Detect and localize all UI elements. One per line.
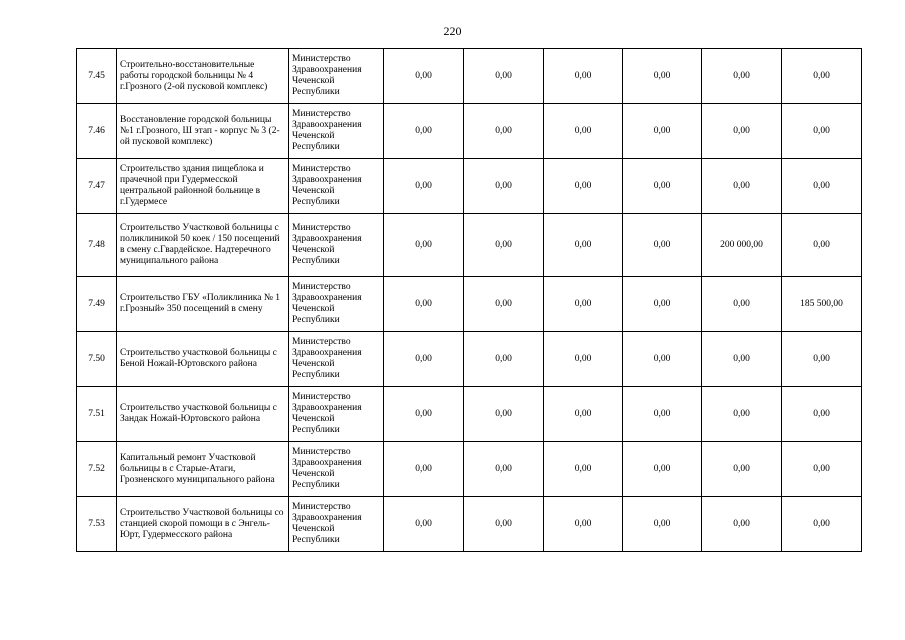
value-cell: 0,00 [464, 214, 544, 277]
value-cell: 0,00 [464, 387, 544, 442]
value-cell: 0,00 [544, 277, 623, 332]
value-cell: 0,00 [782, 159, 862, 214]
project-name: Строительство Участковой больницы с поликлиникой 50 коек / 150 посещений в смену с.Гвардейское. Надтеречного муниципального района [117, 214, 289, 277]
value-cell: 0,00 [782, 332, 862, 387]
row-number: 7.49 [77, 277, 117, 332]
table-row [77, 442, 862, 497]
project-name: Строительно-восстановительные работы городской больницы № 4 г.Грозного (2-ой пусковой комплекс) [117, 49, 289, 104]
table-row [77, 387, 862, 442]
value-cell: 0,00 [464, 332, 544, 387]
value-cell: 0,00 [702, 442, 782, 497]
value-cell: 0,00 [464, 277, 544, 332]
value-cell: 0,00 [464, 104, 544, 159]
value-cell: 0,00 [384, 442, 464, 497]
responsible-ministry: Министерство Здравоохранения Чеченской Республики [289, 49, 384, 104]
table-row [77, 104, 862, 159]
value-cell: 0,00 [623, 104, 702, 159]
project-name: Строительство участковой больницы с Беной Ножай-Юртовского района [117, 332, 289, 387]
value-cell: 0,00 [384, 49, 464, 104]
value-cell: 0,00 [623, 214, 702, 277]
value-cell: 0,00 [384, 104, 464, 159]
row-number: 7.52 [77, 442, 117, 497]
value-cell: 0,00 [782, 49, 862, 104]
value-cell: 0,00 [623, 49, 702, 104]
value-cell: 0,00 [623, 277, 702, 332]
value-cell: 0,00 [623, 159, 702, 214]
value-cell: 0,00 [464, 497, 544, 552]
value-cell: 0,00 [384, 159, 464, 214]
project-name: Строительство здания пищеблока и прачечной при Гудермесской центральной районной больнице в г.Гудермесе [117, 159, 289, 214]
value-cell: 0,00 [464, 442, 544, 497]
value-cell: 0,00 [544, 442, 623, 497]
project-name: Восстановление городской больницы №1 г.Грозного, Ш этап - корпус № 3 (2-ой пусковой комплекс) [117, 104, 289, 159]
row-number: 7.51 [77, 387, 117, 442]
responsible-ministry: Министерство Здравоохранения Чеченской Республики [289, 387, 384, 442]
responsible-ministry: Министерство Здравоохранения Чеченской Республики [289, 214, 384, 277]
row-number: 7.47 [77, 159, 117, 214]
row-number: 7.45 [77, 49, 117, 104]
value-cell: 0,00 [544, 104, 623, 159]
value-cell: 0,00 [623, 497, 702, 552]
value-cell: 0,00 [544, 159, 623, 214]
value-cell: 0,00 [464, 159, 544, 214]
value-cell: 0,00 [544, 332, 623, 387]
value-cell: 0,00 [782, 104, 862, 159]
project-name: Строительство участковой больницы с Зандак Ножай-Юртовского района [117, 387, 289, 442]
value-cell: 0,00 [782, 214, 862, 277]
value-cell: 0,00 [782, 497, 862, 552]
value-cell: 0,00 [544, 497, 623, 552]
value-cell: 0,00 [623, 442, 702, 497]
value-cell: 0,00 [702, 159, 782, 214]
table-row [77, 49, 862, 104]
project-name: Капитальный ремонт Участковой больницы в с Старые-Атаги, Грозненского муниципального района [117, 442, 289, 497]
project-name: Строительство Участковой больницы со станцией скорой помощи в с Энгель-Юрт, Гудермесского района [117, 497, 289, 552]
row-number: 7.46 [77, 104, 117, 159]
table-row [77, 332, 862, 387]
value-cell: 0,00 [702, 104, 782, 159]
value-cell: 0,00 [544, 214, 623, 277]
value-cell: 0,00 [384, 277, 464, 332]
value-cell: 0,00 [702, 49, 782, 104]
value-cell: 185 500,00 [782, 277, 862, 332]
table-row [77, 214, 862, 277]
budget-table [76, 48, 862, 552]
project-name: Строительство ГБУ «Поликлиника № 1 г.Грозный» 350 посещений в смену [117, 277, 289, 332]
responsible-ministry: Министерство Здравоохранения Чеченской Республики [289, 332, 384, 387]
responsible-ministry: Министерство Здравоохранения Чеченской Республики [289, 104, 384, 159]
row-number: 7.53 [77, 497, 117, 552]
page-number: 220 [443, 24, 462, 38]
responsible-ministry: Министерство Здравоохранения Чеченской Республики [289, 442, 384, 497]
responsible-ministry: Министерство Здравоохранения Чеченской Республики [289, 277, 384, 332]
value-cell: 0,00 [623, 387, 702, 442]
value-cell: 0,00 [544, 387, 623, 442]
value-cell: 0,00 [702, 497, 782, 552]
value-cell: 0,00 [782, 387, 862, 442]
row-number: 7.50 [77, 332, 117, 387]
value-cell: 0,00 [623, 332, 702, 387]
value-cell: 0,00 [544, 49, 623, 104]
value-cell: 0,00 [384, 387, 464, 442]
value-cell: 0,00 [702, 332, 782, 387]
responsible-ministry: Министерство Здравоохранения Чеченской Республики [289, 159, 384, 214]
value-cell: 0,00 [464, 49, 544, 104]
value-cell: 0,00 [702, 277, 782, 332]
value-cell: 0,00 [702, 387, 782, 442]
table-row [77, 277, 862, 332]
table-row [77, 497, 862, 552]
value-cell: 200 000,00 [702, 214, 782, 277]
value-cell: 0,00 [782, 442, 862, 497]
value-cell: 0,00 [384, 497, 464, 552]
value-cell: 0,00 [384, 332, 464, 387]
table-row [77, 159, 862, 214]
row-number: 7.48 [77, 214, 117, 277]
responsible-ministry: Министерство Здравоохранения Чеченской Республики [289, 497, 384, 552]
value-cell: 0,00 [384, 214, 464, 277]
